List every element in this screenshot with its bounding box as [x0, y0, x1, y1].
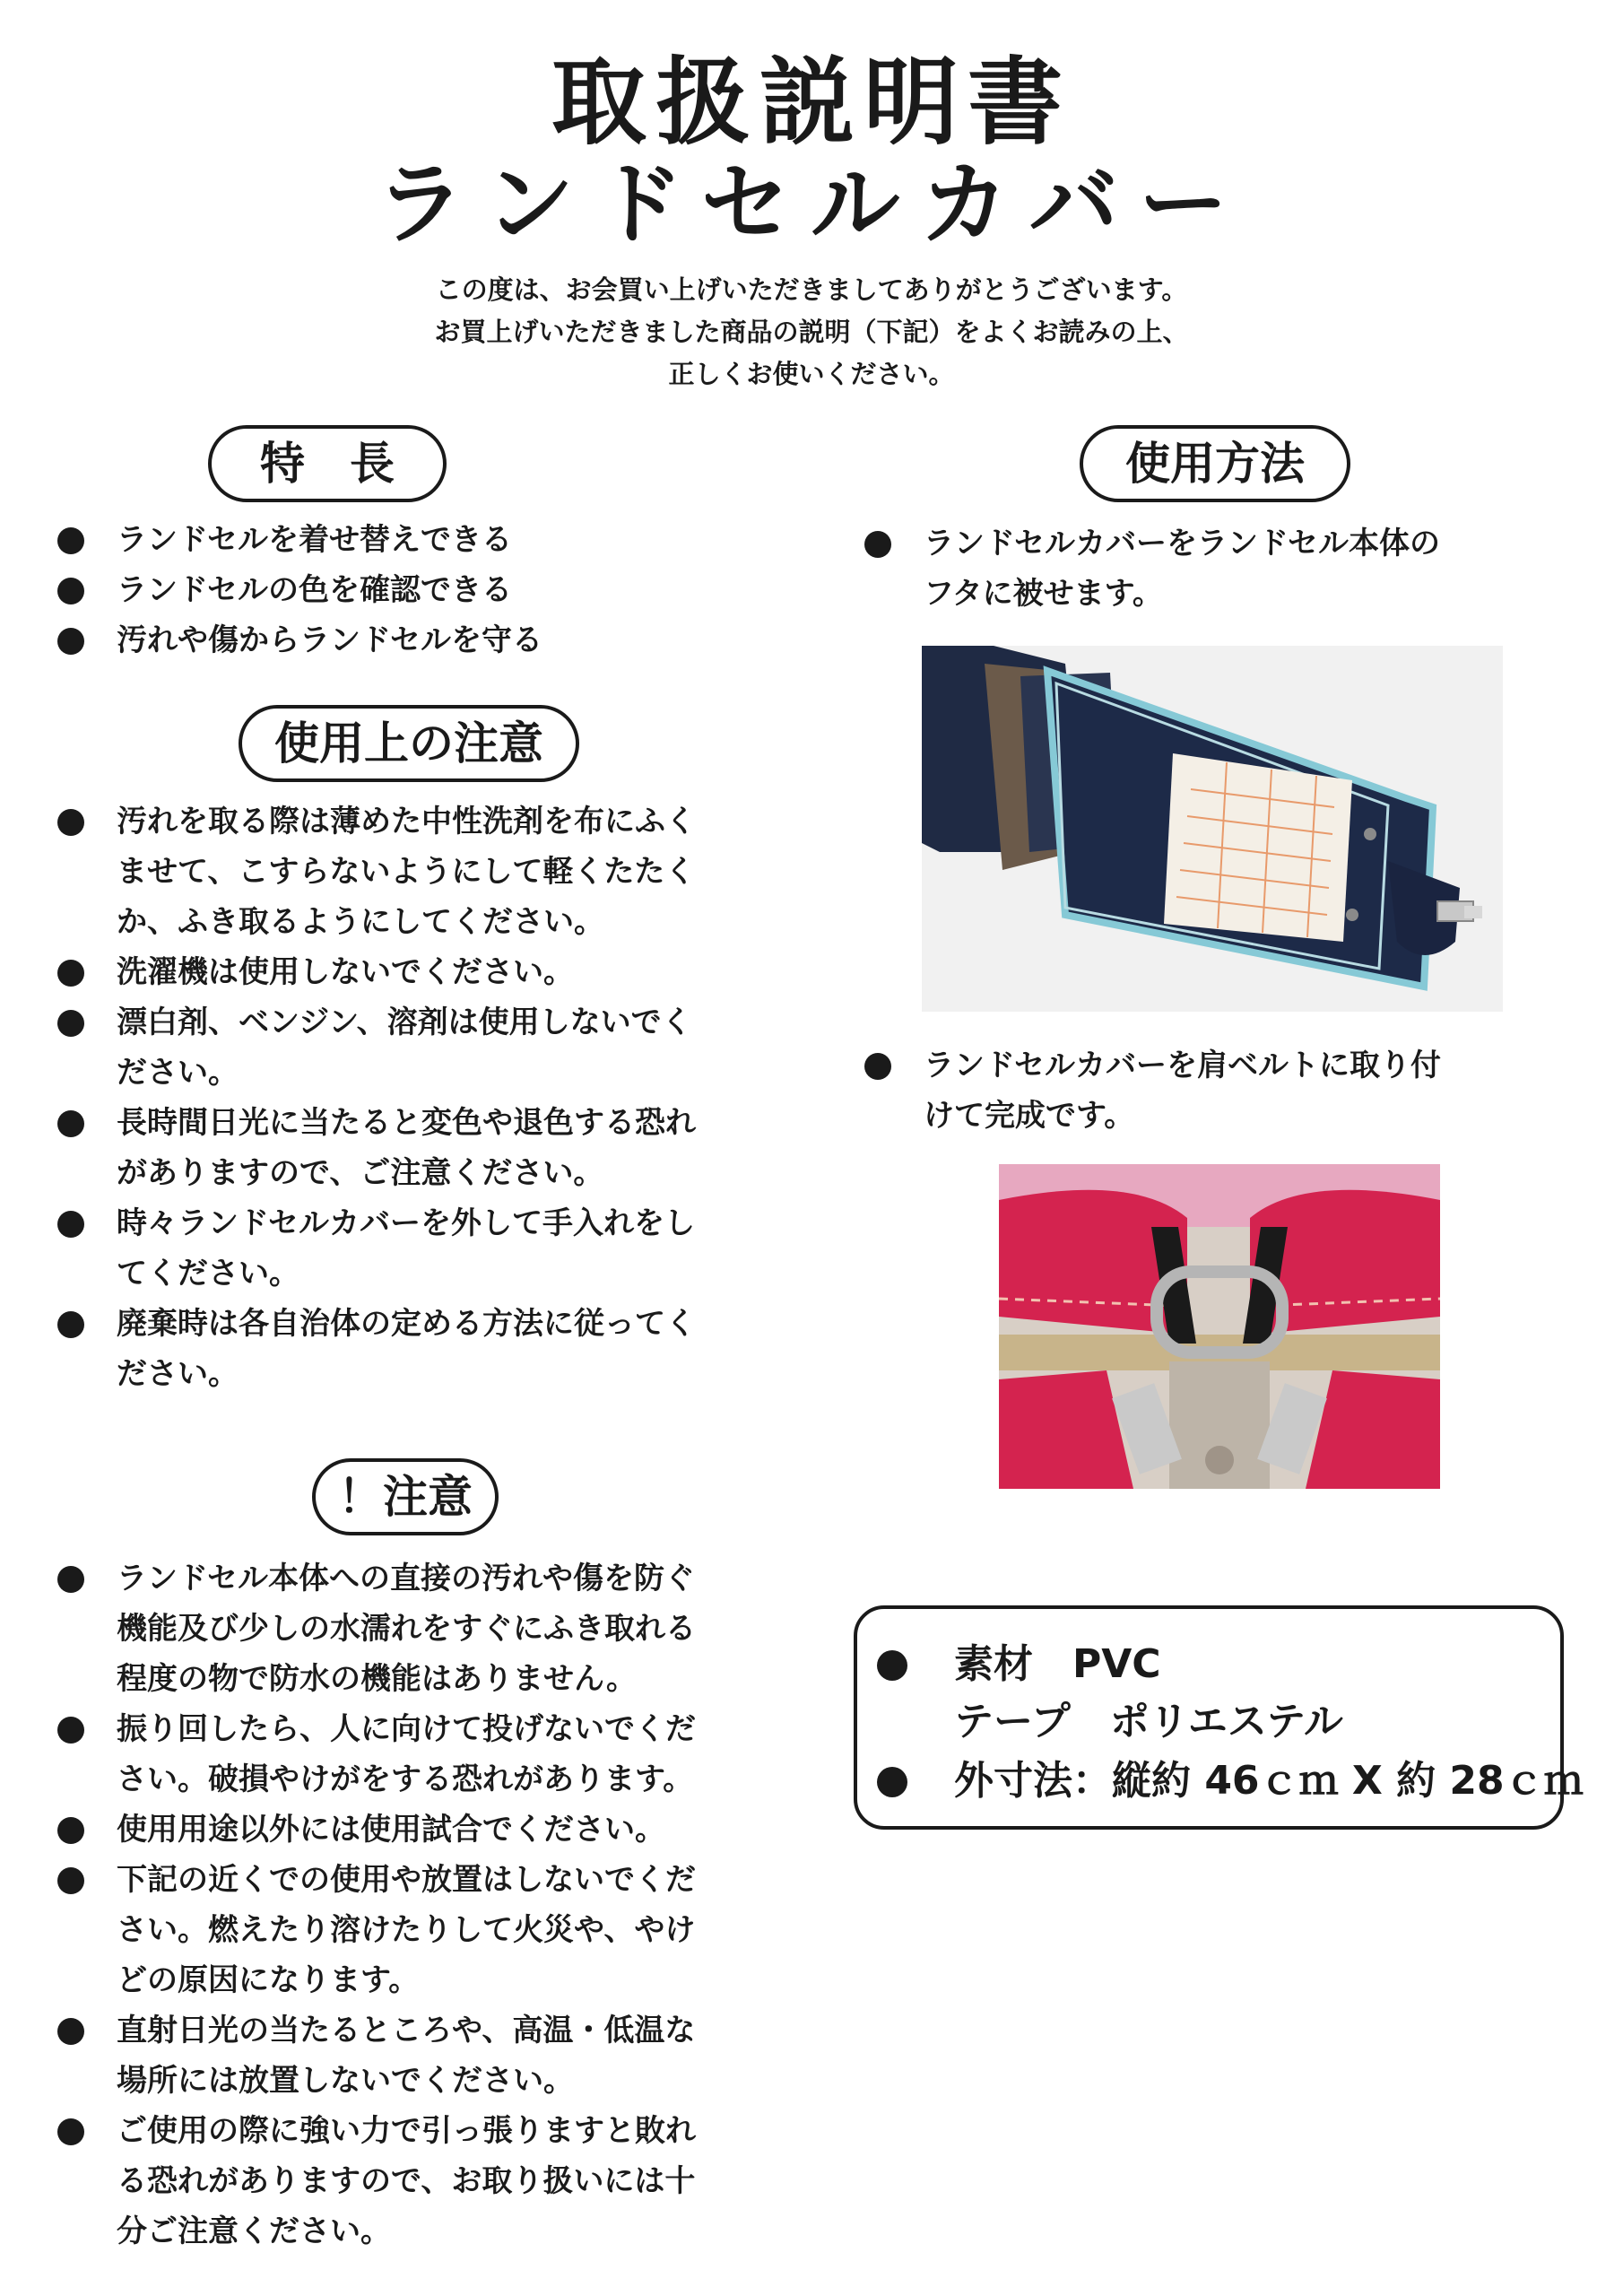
precautions-heading: 使用上の注意 — [239, 705, 579, 782]
bullet-icon — [57, 1110, 84, 1137]
bullet-icon — [57, 960, 84, 987]
intro-line: この度は、お会買い上げいただきましてありがとうございます。 — [435, 274, 1188, 305]
list-item: ランドセル本体への直接の汚れや傷を防ぐ 機能及び少しの水濡れをすぐにふき取れる 程度の物で防水の機能はありません。 — [56, 1553, 746, 1704]
features-heading: 特 長 — [208, 425, 447, 502]
list-item: 直射日光の当たるところや、高温・低温な 場所には放置しないでください。 — [56, 2005, 746, 2106]
bullet-icon — [57, 1010, 84, 1037]
list-item: 漂白剤、ベンジン、溶剤は使用しないでく ださい。 — [56, 997, 737, 1098]
bullet-icon — [57, 1211, 84, 1238]
list-item: ランドセルカバーをランドセル本体の フタに被せます。 — [863, 518, 1544, 619]
list-item: ご使用の際に強い力で引っ張りますと敗れ る恐れがありますので、お取り扱いには十 分ご注意ください。 — [56, 2106, 746, 2257]
list-item: ランドセルの色を確認できる — [56, 565, 737, 615]
bullet-icon — [57, 2118, 84, 2145]
bullet-icon — [57, 1566, 84, 1593]
bullet-icon — [864, 531, 891, 558]
bullet-icon — [864, 1053, 891, 1080]
list-item: 汚れや傷からランドセルを守る — [56, 615, 737, 665]
intro-line: お買上げいただきました商品の説明（下記）をよくお読みの上、 — [434, 317, 1189, 347]
product-name: ランドセルカバー — [375, 152, 1248, 257]
bag-illustration — [922, 646, 1503, 1012]
list-item: 振り回したら、人に向けて投げないでくだ さい。破損やけがをする恐れがあります。 — [56, 1704, 746, 1805]
list-item: 洗濯機は使用しないでください。 — [56, 947, 737, 997]
belt-attachment-photo — [999, 1164, 1440, 1489]
list-item: 長時間日光に当たると変色や退色する恐れ がありますので、ご注意ください。 — [56, 1098, 737, 1198]
bullet-icon — [57, 1867, 84, 1894]
caution-heading: ！注意 — [312, 1458, 499, 1535]
spec-size: 外寸法：縦約 46ｃｍ X 約 28ｃｍ — [954, 1758, 1584, 1804]
bullet-icon — [57, 527, 84, 554]
spec-tape: テープ ポリエステル — [954, 1699, 1343, 1744]
intro-line: 正しくお使いください。 — [668, 359, 955, 389]
caution-list — [56, 1553, 746, 2257]
bullet-icon — [57, 1817, 84, 1844]
bullet-icon — [57, 2018, 84, 2045]
list-item: 時々ランドセルカバーを外して手入れをし てください。 — [56, 1198, 737, 1299]
list-item: ランドセルカバーを肩ベルトに取り付 けて完成です。 — [863, 1040, 1544, 1141]
list-item: 使用用途以外には使用試合でください。 — [56, 1805, 746, 1855]
bullet-icon — [57, 809, 84, 836]
bullet-icon — [57, 578, 84, 604]
document-title: 取扱説明書 — [551, 48, 1072, 158]
precautions-list — [56, 796, 737, 1399]
usage-heading: 使用方法 — [1080, 425, 1350, 502]
list-item: 廃棄時は各自治体の定める方法に従ってく ださい。 — [56, 1299, 737, 1399]
spec-material: 素材 PVC — [954, 1641, 1161, 1687]
list-item: 下記の近くでの使用や放置はしないでくだ さい。燃えたり溶けたりして火災や、やけ どの原因になります。 — [56, 1855, 746, 2005]
intro-text — [0, 269, 1623, 396]
list-item: ランドセルを着せ替えできる — [56, 515, 737, 565]
belt-illustration — [999, 1164, 1440, 1489]
spec-box — [854, 1605, 1584, 1830]
bullet-icon — [877, 1650, 907, 1681]
bullet-icon — [57, 1717, 84, 1744]
bullet-icon — [877, 1767, 907, 1797]
bullet-icon — [57, 1311, 84, 1338]
usage-step-1 — [863, 518, 1544, 619]
features-list — [56, 515, 737, 665]
list-item: 汚れを取る際は薄めた中性洗剤を布にふく ませて、こすらないようにして軽くたたく か、ふき取るようにしてください。 — [56, 796, 737, 947]
usage-step-2 — [863, 1040, 1544, 1141]
cover-on-flap-photo — [922, 646, 1503, 1012]
bullet-icon — [57, 628, 84, 655]
